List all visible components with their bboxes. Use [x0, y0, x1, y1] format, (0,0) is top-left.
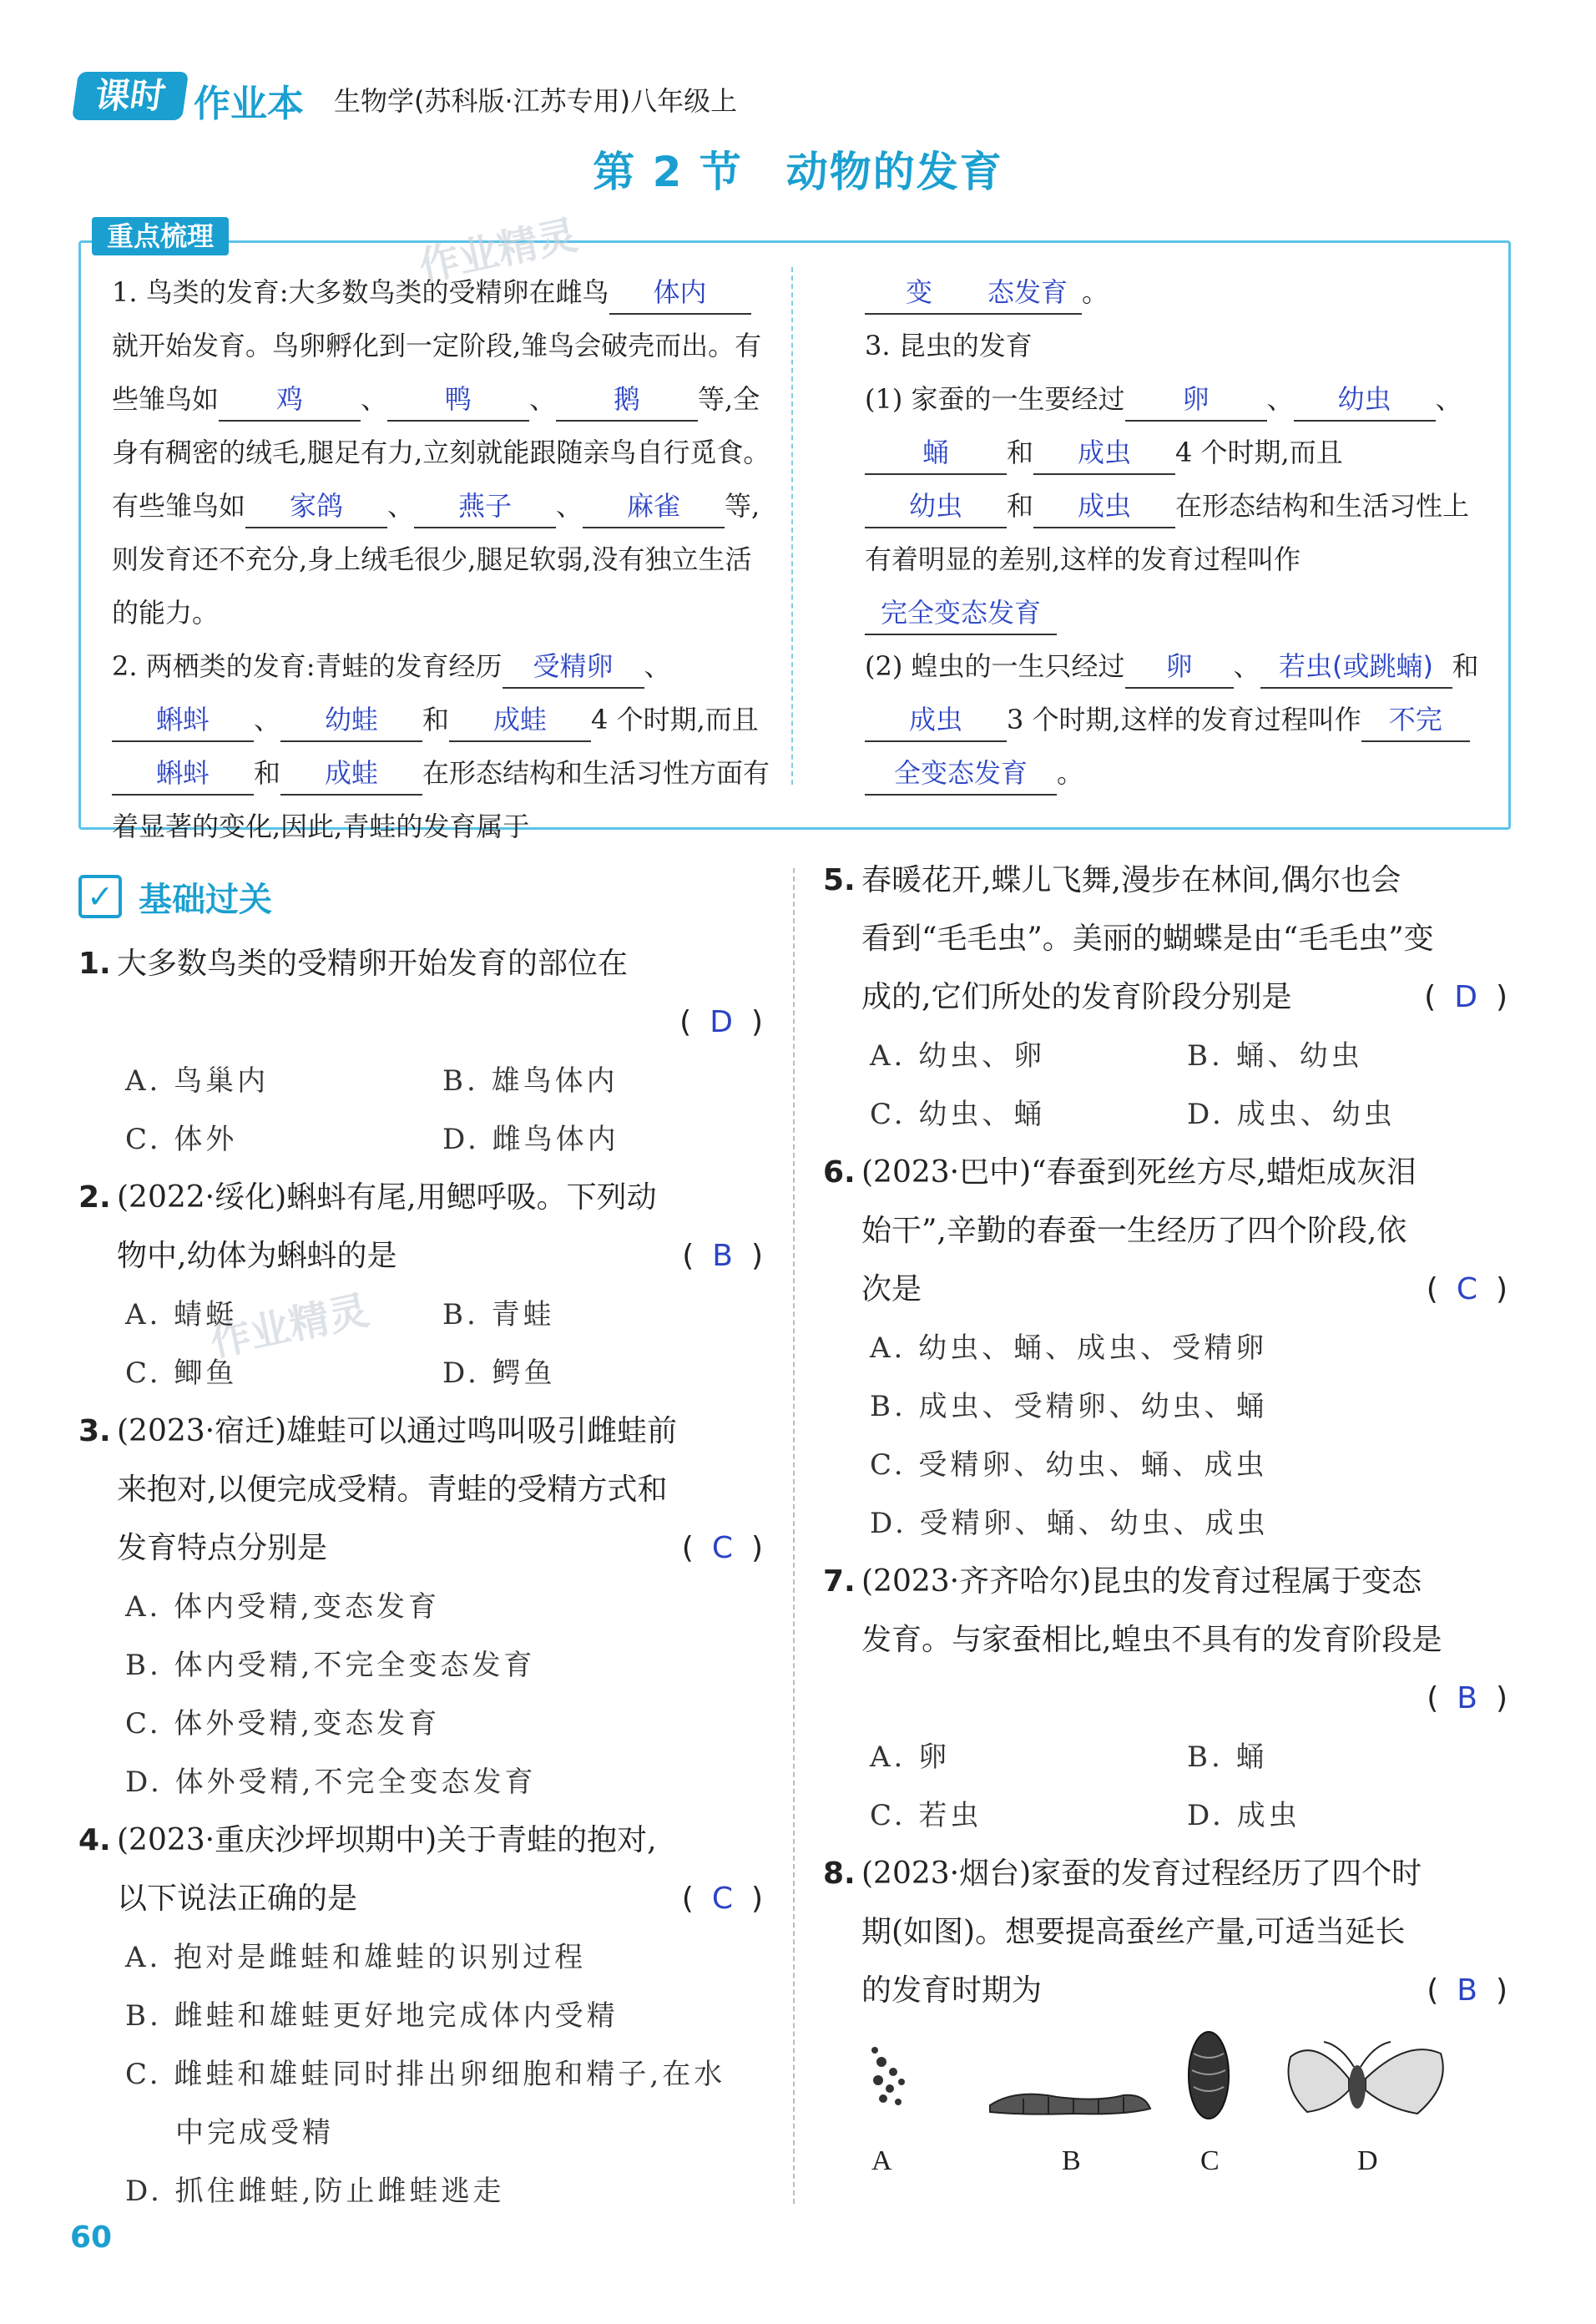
key-points-tag: 重点梳理 [92, 217, 229, 255]
answer-paren: ( C ) [1426, 1272, 1508, 1306]
answer-choice: B [1457, 1973, 1477, 2008]
answer-paren: ( B ) [1427, 1681, 1508, 1715]
exercise-left-column: 1. 大多数鸟类的受精卵开始发育的部位在 ( D ) A. 鸟巢内 B. 雄鸟体内 C. 体外 D. 雌鸟体内 2. (2022·绥化)蝌蚪有尾,用鳃呼吸。下列动 物中,幼体为蝌蚪的是 ( B ) A. 蜻蜓 B. 青蛙 C. 鲫鱼 D. 鳄鱼 3. (2023·宿迁)雄蛙可以通过鸣叫吸引雌蛙前 来抱对,以便完成受精。青蛙的受精方式和 发育特点分别是 ( C ) A. 体内受精,变态发育 B. 体内受精,不完全变态发育 C. 体外受精,变态发育 D. 体外受精,不完全变态发育 4. (2023·重庆沙坪坝期中)关于青蛙的抱对, 以下说法正确的是 ( C ) A. 抱对是雌蛙和雄蛙的识别过程 B. 雌蛙和雄蛙更好地完成体内受精 C. 雌蛙和雄蛙同时排出卵细胞和精子,在水 中完成受精 D. 抓住雌蛙,防止雌蛙逃走 [78, 935, 763, 2220]
answer-paren: ( D ) [1424, 980, 1508, 1014]
answer-paren: ( C ) [681, 1531, 763, 1565]
answer-blank: 鹅 [556, 378, 698, 422]
answer-blank: 蝌蚪 [112, 699, 254, 742]
answer-blank: 态发育 [973, 271, 1082, 315]
watermark: 作业精灵 [415, 211, 582, 291]
pupa-illustration [1189, 2032, 1229, 2119]
answer-choice: B [712, 1239, 733, 1273]
answer-blank: 鸡 [219, 378, 361, 422]
watermark: 作业精灵 [206, 1286, 373, 1367]
answer-choice: B [1457, 1681, 1477, 1715]
answer-blank: 成虫 [1033, 485, 1175, 528]
answer-blank: 幼虫 [865, 485, 1007, 528]
exercise-divider [793, 868, 795, 2204]
answer-blank: 不完 [1361, 699, 1470, 742]
kp-locust: (2) 蝗虫的一生只经过 卵 、 若虫(或跳蝻) 和成虫 3 个时期,这样的发育过程叫作 不完全变态发育 。 [865, 639, 1482, 800]
subject-line: 生物学(苏科版·江苏专用)八年级上 [334, 85, 738, 117]
answer-paren: ( B ) [682, 1239, 763, 1273]
section-label-basics: 基础过关 [139, 881, 272, 919]
answer-blank: 鸭 [387, 378, 529, 422]
question-3: 3. (2023·宿迁)雄蛙可以通过鸣叫吸引雌蛙前 [78, 1414, 678, 1448]
kp-amphibian: 2. 两栖类的发育:青蛙的发育经历 受精卵 、蝌蚪 、 幼蛙 和 成蛙 4 个时期,而且蝌蚪 和 成蛙 在形态结构和生活习性方面有着显著的变化,因此,青蛙的发育属于 [112, 639, 771, 853]
key-points-left [112, 265, 771, 853]
answer-blank: 幼蛙 [280, 699, 422, 742]
answer-choice: C [711, 1531, 733, 1565]
answer-blank: 燕子 [414, 485, 556, 528]
answer-blank: 成虫 [865, 699, 1007, 742]
figure-label-d: D [1357, 2145, 1378, 2176]
answer-blank: 受精卵 [503, 645, 644, 689]
brand-name: 作业本 [194, 83, 304, 125]
key-points-right [865, 265, 1482, 800]
kp-insect-title: 3. 昆虫的发育 [865, 330, 1033, 361]
question-8: 8. (2023·烟台)家蚕的发育过程经历了四个时 [823, 1857, 1422, 1891]
page-number: 60 [70, 2220, 113, 2255]
answer-blank: 蛹 [865, 432, 1007, 475]
exercise-right-column: 5. 春暖花开,蝶儿飞舞,漫步在林间,偶尔也会 看到“毛毛虫”。美丽的蝴蝶是由“毛毛虫”变 成的,它们所处的发育阶段分别是 ( D ) A. 幼虫、卵 B. 蛹、幼虫 C. 幼虫、蛹 D. 成虫、幼虫 6. (2023·巴中)“春蚕到死丝方尽,蜡炬成灰泪 始干”,辛勤的春蚕一生经历了四个阶段,依 次是 ( C ) A. 幼虫、蛹、成虫、受精卵 B. 成虫、受精卵、幼虫、蛹 C. 受精卵、幼虫、蛹、成虫 D. 受精卵、蛹、幼虫、成虫 7. (2023·齐齐哈尔)昆虫的发育过程属于变态 发育。与家蚕相比,蝗虫不具有的发育阶段是 ( B ) A. 卵 B. 蛹 C. 若虫 D. 成虫 8. (2023·烟台)家蚕的发育过程经历了四个时 期(如图)。想要提高蚕丝产量,可适当延长 的发育时期为 ( B ) A B C D [823, 851, 1508, 2187]
options: A. 卵 B. 蛹 C. 若虫 D. 成虫 [870, 1740, 1301, 1832]
options: A. 体内受精,变态发育 B. 体内受精,不完全变态发育 C. 体外受精,变态发育 D. 体外受精,不完全变态发育 [125, 1590, 537, 1799]
adult-moth-illustration [1289, 2042, 1443, 2114]
question-1: 1. 大多数鸟类的受精卵开始发育的部位在 [78, 947, 629, 981]
answer-paren: ( C ) [681, 1882, 763, 1916]
larva-illustration [990, 2094, 1150, 2114]
check-icon: ✓ [78, 875, 122, 918]
answer-blank: 全变态发育 [865, 752, 1057, 796]
answer-blank: 麻雀 [583, 485, 725, 528]
egg-illustration [871, 2047, 905, 2105]
logo: 课时 [72, 72, 189, 120]
answer-choice: C [711, 1882, 733, 1916]
figure-label-c: C [1200, 2145, 1220, 2176]
answer-blank: 体内 [609, 271, 751, 315]
kp-amphibian-cont: 变 态发育 。 [865, 265, 1482, 319]
question-2: 2. (2022·绥化)蝌蚪有尾,用鳃呼吸。下列动 [78, 1180, 657, 1215]
question-5: 5. 春暖花开,蝶儿飞舞,漫步在林间,偶尔也会 [823, 863, 1402, 897]
options: A. 幼虫、蛹、成虫、受精卵 B. 成虫、受精卵、幼虫、蛹 C. 受精卵、幼虫、蛹、成虫 D. 受精卵、蛹、幼虫、成虫 [870, 1331, 1269, 1540]
answer-blank: 卵 [1125, 378, 1267, 422]
silkworm-stages-illustration [823, 2028, 1508, 2137]
options: A. 蜻蜓 B. 青蛙 C. 鲫鱼 D. 鳄鱼 [125, 1298, 556, 1390]
answer-paren: ( D ) [679, 1005, 763, 1039]
question-7: 7. (2023·齐齐哈尔)昆虫的发育过程属于变态 [823, 1564, 1422, 1599]
answer-paren: ( B ) [1427, 1973, 1508, 2008]
figure-label-a: A [871, 2145, 892, 2176]
section-title: 第 2 节 动物的发育 [593, 148, 1003, 196]
answer-blank: 成虫 [1033, 432, 1175, 475]
question-6: 6. (2023·巴中)“春蚕到死丝方尽,蜡炬成灰泪 [823, 1155, 1417, 1190]
answer-blank: 完全变态发育 [865, 592, 1057, 635]
answer-blank: 成蛙 [280, 752, 422, 796]
figure-label-b: B [1062, 2145, 1081, 2176]
kp-bird: 1. 鸟类的发育:大多数鸟类的受精卵在雌鸟 体内就开始发育。鸟卵孵化到一定阶段,雏鸟会破壳而出。有些雏鸟如 鸡 、 鸭 、 鹅 等,全身有稠密的绒毛,腿足有力,立刻就能跟随亲鸟自行觅食。有些雏鸟如 家鸽 、 燕子 、 麻雀 等,则发育还不充分,身上绒毛很少,腿足软弱,没有独立生活的能力。 [112, 265, 771, 639]
options: A. 幼虫、卵 B. 蛹、幼虫 C. 幼虫、蛹 D. 成虫、幼虫 [870, 1039, 1396, 1131]
answer-blank: 家鸽 [245, 485, 387, 528]
answer-blank: 幼虫 [1294, 378, 1436, 422]
answer-blank: 变 [865, 271, 973, 315]
answer-blank: 若虫(或跳蝻) [1260, 645, 1452, 689]
answer-blank: 成蛙 [449, 699, 591, 742]
kp-silkworm: (1) 家蚕的一生要经过 卵 、 幼虫 、蛹 和 成虫 4 个时期,而且幼虫 和 成虫 在形态结构和生活习性上有着明显的差别,这样的发育过程叫作完全变态发育 [865, 372, 1482, 639]
answer-choice: C [1456, 1272, 1477, 1306]
answer-blank: 蝌蚪 [112, 752, 254, 796]
question-4: 4. (2023·重庆沙坪坝期中)关于青蛙的抱对, [78, 1823, 657, 1857]
answer-choice: D [710, 1005, 733, 1039]
column-divider [791, 267, 793, 785]
answer-blank: 卵 [1125, 645, 1234, 689]
silkworm-stages-figure [823, 2028, 1508, 2187]
answer-choice: D [1454, 980, 1477, 1014]
options: A. 抱对是雌蛙和雄蛙的识别过程 B. 雌蛙和雄蛙更好地完成体内受精 C. 雌蛙和雄蛙同时排出卵细胞和精子,在水 中完成受精 D. 抓住雌蛙,防止雌蛙逃走 [125, 1941, 726, 2208]
options: A. 鸟巢内 B. 雄鸟体内 C. 体外 D. 雌鸟体内 [125, 1064, 619, 1156]
